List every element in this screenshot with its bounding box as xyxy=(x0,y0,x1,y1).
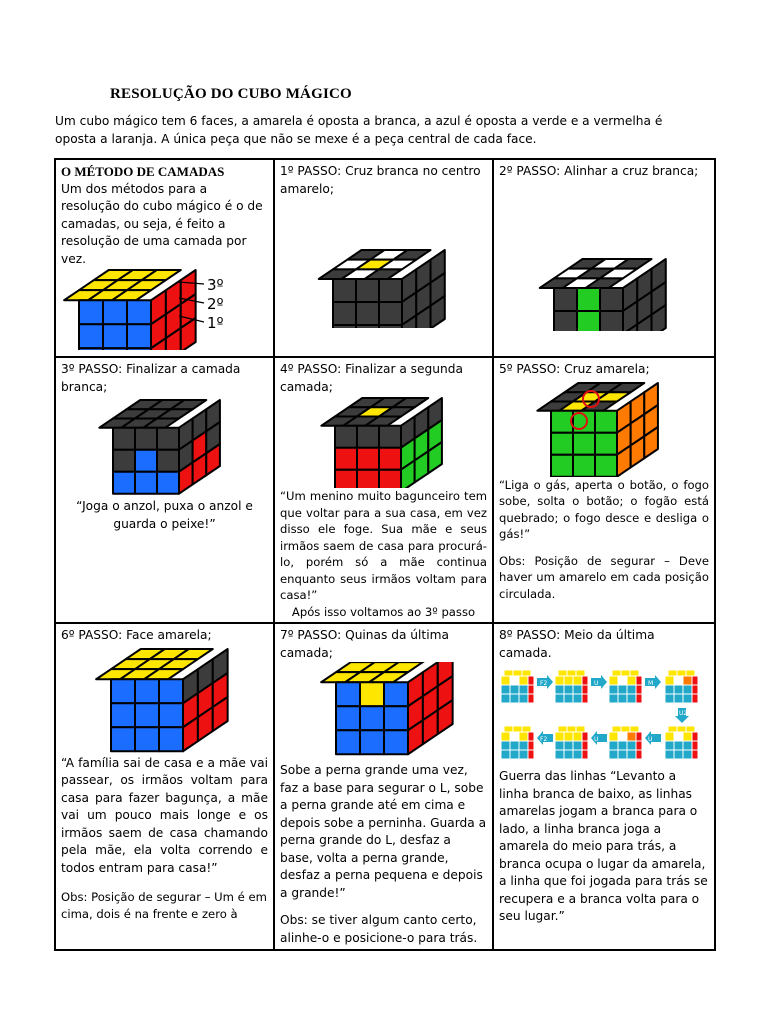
mini-cube-sticker xyxy=(677,670,686,676)
mini-cube-sticker xyxy=(519,676,528,685)
mini-cube-sticker xyxy=(683,750,692,759)
mini-cube xyxy=(665,670,698,703)
step8-algorithm-diagram xyxy=(499,662,709,768)
mini-cube-sticker xyxy=(612,670,621,676)
mini-cube-sticker xyxy=(510,694,519,703)
cube-sticker-front xyxy=(333,325,356,328)
cube-sticker-front xyxy=(127,324,151,348)
mini-cube-sticker xyxy=(573,750,582,759)
cube-sticker-front xyxy=(360,682,384,706)
cube-sticker-front xyxy=(111,703,135,727)
cube-sticker-front xyxy=(127,300,151,324)
cube-sticker-front xyxy=(577,310,600,330)
mini-cube-sticker xyxy=(636,685,642,694)
mini-cube-sticker xyxy=(564,694,573,703)
cube-sticker-front xyxy=(79,324,103,348)
mini-cube-sticker xyxy=(618,741,627,750)
move-label: U xyxy=(594,680,599,687)
step6-title: 6º PASSO: Face amarela; xyxy=(61,628,212,642)
mini-cube-sticker xyxy=(692,741,698,750)
cube-sticker-front xyxy=(551,454,573,476)
mini-cube-sticker xyxy=(510,732,519,741)
cube-sticker-front xyxy=(595,454,617,476)
cube-sticker-front xyxy=(159,703,183,727)
cell-step-6 xyxy=(55,623,274,950)
cube-sticker-front xyxy=(379,325,402,328)
mini-cube-sticker xyxy=(519,685,528,694)
cube-sticker-front xyxy=(103,300,127,324)
move-arrow xyxy=(537,675,553,689)
mini-cube-sticker xyxy=(528,741,534,750)
mini-cube-sticker xyxy=(636,676,642,685)
mini-cube-sticker xyxy=(609,676,618,685)
cube-sticker-front xyxy=(384,706,408,730)
cube-sticker-front xyxy=(379,470,401,488)
method-title: O MÉTODO DE CAMADAS xyxy=(61,164,225,179)
mini-cube-sticker xyxy=(564,732,573,741)
mini-cube-sticker xyxy=(618,750,627,759)
mini-cube-sticker xyxy=(674,732,683,741)
mini-cube-sticker xyxy=(564,685,573,694)
mini-cube-sticker xyxy=(668,670,677,676)
cube-sticker-front xyxy=(379,302,402,325)
mini-cube-sticker xyxy=(636,750,642,759)
mini-cube-sticker xyxy=(504,670,513,676)
mini-cube-sticker xyxy=(677,726,686,732)
cube-sticker-front xyxy=(103,348,127,350)
cube-sticker-front xyxy=(360,730,384,754)
mini-cube xyxy=(609,670,642,703)
mini-cube-sticker xyxy=(510,750,519,759)
mini-cube-sticker xyxy=(555,732,564,741)
mini-cube-sticker xyxy=(510,676,519,685)
mini-cube-sticker xyxy=(683,732,692,741)
step5-obs: Obs: Posição de segurar – Deve haver um amarelo em cada posição circulada. xyxy=(499,553,709,601)
mini-cube-sticker xyxy=(609,694,618,703)
mini-cube-sticker xyxy=(501,732,510,741)
mini-cube-sticker xyxy=(576,726,585,732)
mini-cube xyxy=(665,726,698,759)
cube-sticker-front xyxy=(79,348,103,350)
mini-cube-sticker xyxy=(674,676,683,685)
mini-cube-sticker xyxy=(510,741,519,750)
cube-sticker-front xyxy=(159,727,183,751)
step4-title: 4º PASSO: Finalizar a segunda camada; xyxy=(280,362,463,394)
cube-sticker-front xyxy=(573,454,595,476)
mini-cube-sticker xyxy=(609,741,618,750)
cell-step-4 xyxy=(274,357,493,623)
layers-cube-illustration xyxy=(61,268,261,350)
intro-paragraph: Um cubo mágico tem 6 faces, a amarela é oposta a branca, a azul é oposta a verde e a vermelha é oposta a laranja. A única peça que não se mexe é a peça central de cada face. xyxy=(55,114,663,146)
mini-cube xyxy=(501,726,534,759)
step8-text: Guerra das linhas “Levanto a linha branca de baixo, as linhas amarelas jogam a branca para o lado, a linha branca joga a amarela do meio para trás, a branca ocupa o lugar da amarela, a linha que foi jogada para trás se recupera e a branca volta para o seu lugar.” xyxy=(499,769,708,923)
mini-cube-sticker xyxy=(665,694,674,703)
cube-sticker-front xyxy=(600,287,623,310)
cube-sticker-front xyxy=(135,703,159,727)
mini-cube-sticker xyxy=(674,694,683,703)
mini-cube-sticker xyxy=(501,694,510,703)
move-arrow xyxy=(591,731,607,745)
mini-cube-sticker xyxy=(582,685,588,694)
cube-sticker-front xyxy=(333,279,356,302)
mini-cube-sticker xyxy=(555,741,564,750)
cube-sticker-front xyxy=(577,287,600,310)
cube-sticker-front xyxy=(336,706,360,730)
cube-sticker-front xyxy=(551,410,573,432)
cube-sticker-front xyxy=(157,472,179,494)
step4-after: Após isso voltamos ao 3º passo xyxy=(291,604,476,619)
mini-cube-sticker xyxy=(513,670,522,676)
cube-sticker-front xyxy=(335,470,357,488)
cube-sticker-front xyxy=(335,426,357,448)
mini-cube-sticker xyxy=(582,732,588,741)
mini-cube-sticker xyxy=(618,676,627,685)
mini-cube-sticker xyxy=(665,676,674,685)
mini-cube-sticker xyxy=(665,750,674,759)
cell-step-5 xyxy=(493,357,715,623)
step4-cube-illustration xyxy=(280,396,488,488)
mini-cube-sticker xyxy=(564,750,573,759)
mini-cube-sticker xyxy=(630,726,639,732)
mini-cube-sticker xyxy=(558,670,567,676)
method-text: Um dos métodos para a resolução do cubo mágico é o de camadas, ou seja, é feito a resolução de uma camada por vez. xyxy=(61,181,263,266)
mini-cube-sticker xyxy=(692,694,698,703)
mini-cube-sticker xyxy=(618,732,627,741)
cube-sticker-front xyxy=(113,450,135,472)
cube-sticker-front xyxy=(135,472,157,494)
cube-sticker-front xyxy=(111,727,135,751)
mini-cube-sticker xyxy=(519,694,528,703)
mini-cube-sticker xyxy=(582,750,588,759)
mini-cube-sticker xyxy=(665,741,674,750)
mini-cube-sticker xyxy=(636,741,642,750)
mini-cube-sticker xyxy=(528,750,534,759)
mini-cube-sticker xyxy=(627,694,636,703)
mini-cube xyxy=(555,670,588,703)
mini-cube-sticker xyxy=(609,685,618,694)
mini-cube-sticker xyxy=(519,732,528,741)
move-arrow xyxy=(645,731,661,745)
mini-cube-sticker xyxy=(573,694,582,703)
mini-cube-sticker xyxy=(555,685,564,694)
steps-table xyxy=(54,158,716,951)
move-arrow xyxy=(537,731,553,745)
move-arrow xyxy=(645,675,661,689)
mini-cube xyxy=(555,726,588,759)
mini-cube-sticker xyxy=(510,685,519,694)
mini-cube-sticker xyxy=(692,732,698,741)
cube-sticker-front xyxy=(157,428,179,450)
move-label: U xyxy=(594,736,599,743)
step3-quote: “Joga o anzol, puxa o anzol e guarda o peixe!” xyxy=(76,499,253,531)
mini-cube-sticker xyxy=(683,694,692,703)
cell-step-2 xyxy=(493,159,715,357)
step1-title: 1º PASSO: Cruz branca no centro amarelo; xyxy=(280,164,481,196)
step5-title: 5º PASSO: Cruz amarela; xyxy=(499,362,650,376)
step5-cube-illustration xyxy=(499,379,709,477)
mini-cube-sticker xyxy=(627,750,636,759)
mini-cube-sticker xyxy=(618,685,627,694)
cube-sticker-front xyxy=(79,300,103,324)
mini-cube-sticker xyxy=(612,726,621,732)
cell-step-7 xyxy=(274,623,493,950)
mini-cube-sticker xyxy=(504,726,513,732)
mini-cube-sticker xyxy=(555,676,564,685)
cube-sticker-front xyxy=(384,682,408,706)
mini-cube-sticker xyxy=(576,670,585,676)
cell-step-3 xyxy=(55,357,274,623)
mini-cube-sticker xyxy=(567,670,576,676)
page-title: RESOLUÇÃO DO CUBO MÁGICO xyxy=(110,86,352,102)
cell-step-8 xyxy=(493,623,715,950)
mini-cube-sticker xyxy=(627,732,636,741)
cube-sticker-front xyxy=(159,679,183,703)
mini-cube-sticker xyxy=(522,670,531,676)
step8-title: 8º PASSO: Meio da última camada. xyxy=(499,628,655,660)
mini-cube-sticker xyxy=(692,685,698,694)
mini-cube-sticker xyxy=(501,685,510,694)
cube-sticker-front xyxy=(357,448,379,470)
mini-cube-sticker xyxy=(564,676,573,685)
cube-sticker-front xyxy=(554,310,577,330)
mini-cube-sticker xyxy=(636,732,642,741)
cube-sticker-front xyxy=(127,348,151,350)
cube-sticker-front xyxy=(357,470,379,488)
cube-sticker-front xyxy=(135,428,157,450)
mini-cube-sticker xyxy=(609,732,618,741)
step7-obs: Obs: se tiver algum canto certo, alinhe-o e posicione-o para trás. xyxy=(280,913,478,945)
cube-sticker-front xyxy=(379,448,401,470)
mini-cube-sticker xyxy=(528,732,534,741)
mini-cube-sticker xyxy=(501,750,510,759)
step7-title: 7º PASSO: Quinas da última camada; xyxy=(280,628,449,660)
mini-cube-sticker xyxy=(555,694,564,703)
mini-cube-sticker xyxy=(621,670,630,676)
mini-cube-sticker xyxy=(582,694,588,703)
move-arrow xyxy=(591,675,607,689)
move-label: U2 xyxy=(679,710,688,717)
mini-cube-sticker xyxy=(674,741,683,750)
move-label: U xyxy=(648,736,653,743)
cube-sticker-front xyxy=(600,310,623,330)
mini-cube-sticker xyxy=(621,726,630,732)
cube-sticker-front xyxy=(356,302,379,325)
mini-cube-sticker xyxy=(683,685,692,694)
cube-sticker-front xyxy=(113,428,135,450)
mini-cube xyxy=(609,726,642,759)
cube-sticker-front xyxy=(379,426,401,448)
mini-cube-sticker xyxy=(558,726,567,732)
layer-label-3: 3º xyxy=(207,276,224,294)
step7-text: Sobe a perna grande uma vez, faz a base para segurar o L, sobe a perna grande até em cima e depois sobe a perninha. Guarda a perna grande do L, desfaz a base, volta a perna grande, desfaz a perna pequena e depois a grande!” xyxy=(280,763,487,900)
mini-cube-sticker xyxy=(692,676,698,685)
mini-cube-sticker xyxy=(522,726,531,732)
mini-cube-sticker xyxy=(567,726,576,732)
layer-label-2: 2º xyxy=(207,295,224,313)
step3-title: 3º PASSO: Finalizar a camada branca; xyxy=(61,362,241,394)
step1-cube-illustration xyxy=(280,198,488,328)
cell-step-1 xyxy=(274,159,493,357)
cube-sticker-front xyxy=(384,730,408,754)
mini-cube-sticker xyxy=(513,726,522,732)
mini-cube-sticker xyxy=(573,676,582,685)
mini-cube-sticker xyxy=(555,750,564,759)
cube-sticker-front xyxy=(595,410,617,432)
cube-sticker-front xyxy=(113,472,135,494)
cube-sticker-front xyxy=(360,706,384,730)
mini-cube-sticker xyxy=(564,741,573,750)
mini-cube-sticker xyxy=(519,741,528,750)
move-label: M xyxy=(648,680,654,687)
mini-cube-sticker xyxy=(692,750,698,759)
cube-sticker-front xyxy=(135,450,157,472)
cube-sticker-front xyxy=(103,324,127,348)
cube-sticker-front xyxy=(356,279,379,302)
mini-cube-sticker xyxy=(609,750,618,759)
cube-sticker-front xyxy=(551,432,573,454)
cube-sticker-front xyxy=(111,679,135,703)
step7-cube-illustration xyxy=(280,662,488,762)
mini-cube-sticker xyxy=(573,732,582,741)
cube-sticker-front xyxy=(357,426,379,448)
mini-cube-sticker xyxy=(618,694,627,703)
mini-cube-sticker xyxy=(528,685,534,694)
step2-cube-illustration xyxy=(499,181,709,331)
cube-sticker-front xyxy=(135,727,159,751)
mini-cube-sticker xyxy=(501,676,510,685)
mini-cube-sticker xyxy=(582,676,588,685)
mini-cube-sticker xyxy=(519,750,528,759)
mini-cube-sticker xyxy=(528,676,534,685)
move-label: F2 xyxy=(540,736,548,743)
move-arrow xyxy=(675,708,689,723)
step6-obs: Obs: Posição de segurar – Um é em cima, dois é na frente e zero à xyxy=(61,890,267,921)
cell-method xyxy=(55,159,274,357)
cube-sticker-front xyxy=(356,325,379,328)
mini-cube-sticker xyxy=(627,676,636,685)
mini-cube-sticker xyxy=(683,741,692,750)
mini-cube-sticker xyxy=(627,685,636,694)
mini-cube-sticker xyxy=(668,726,677,732)
mini-cube-sticker xyxy=(573,741,582,750)
step5-quote: “Liga o gás, aperta o botão, o fogo sobe, solta o botão; o fogão está quebrado; o fogo desce e desliga o gás!” xyxy=(499,477,709,541)
step4-quote: “Um menino muito bagunceiro tem que voltar para a sua casa, em vez disso ele foge. Sua mãe e seus irmãos saem de casa para procurá-lo, porém só a mãe continua enquanto seus irmãos voltam para casa!” xyxy=(280,489,487,602)
mini-cube-sticker xyxy=(665,685,674,694)
step6-cube-illustration xyxy=(61,645,269,755)
step3-cube-illustration xyxy=(61,396,269,496)
mini-cube-sticker xyxy=(683,676,692,685)
mini-cube-sticker xyxy=(674,685,683,694)
mini-cube-sticker xyxy=(627,741,636,750)
cube-sticker-front xyxy=(135,679,159,703)
step6-quote: “A família sai de casa e a mãe vai passear, os irmãos voltam para casa para fazer bagunça, a mãe vai um pouco mais longe e os irmãos saem de casa chamando pela mãe, ela volta correndo e todos entram para casa!” xyxy=(61,755,268,875)
mini-cube-sticker xyxy=(636,694,642,703)
move-label: F2 xyxy=(540,680,548,687)
mini-cube-sticker xyxy=(528,694,534,703)
mini-cube-sticker xyxy=(630,670,639,676)
cube-sticker-front xyxy=(379,279,402,302)
cube-sticker-front xyxy=(595,432,617,454)
mini-cube-sticker xyxy=(674,750,683,759)
mini-cube-sticker xyxy=(501,741,510,750)
step2-title: 2º PASSO: Alinhar a cruz branca; xyxy=(499,164,699,178)
cube-sticker-front xyxy=(333,302,356,325)
mini-cube-sticker xyxy=(573,685,582,694)
cube-sticker-front xyxy=(335,448,357,470)
mini-cube-sticker xyxy=(686,670,695,676)
mini-cube-sticker xyxy=(686,726,695,732)
cube-sticker-front xyxy=(336,730,360,754)
cube-sticker-front xyxy=(336,682,360,706)
mini-cube-sticker xyxy=(582,741,588,750)
mini-cube xyxy=(501,670,534,703)
cube-sticker-front xyxy=(573,432,595,454)
cube-sticker-front xyxy=(157,450,179,472)
mini-cube-sticker xyxy=(665,732,674,741)
cube-sticker-front xyxy=(554,287,577,310)
layer-label-1: 1º xyxy=(207,314,224,332)
